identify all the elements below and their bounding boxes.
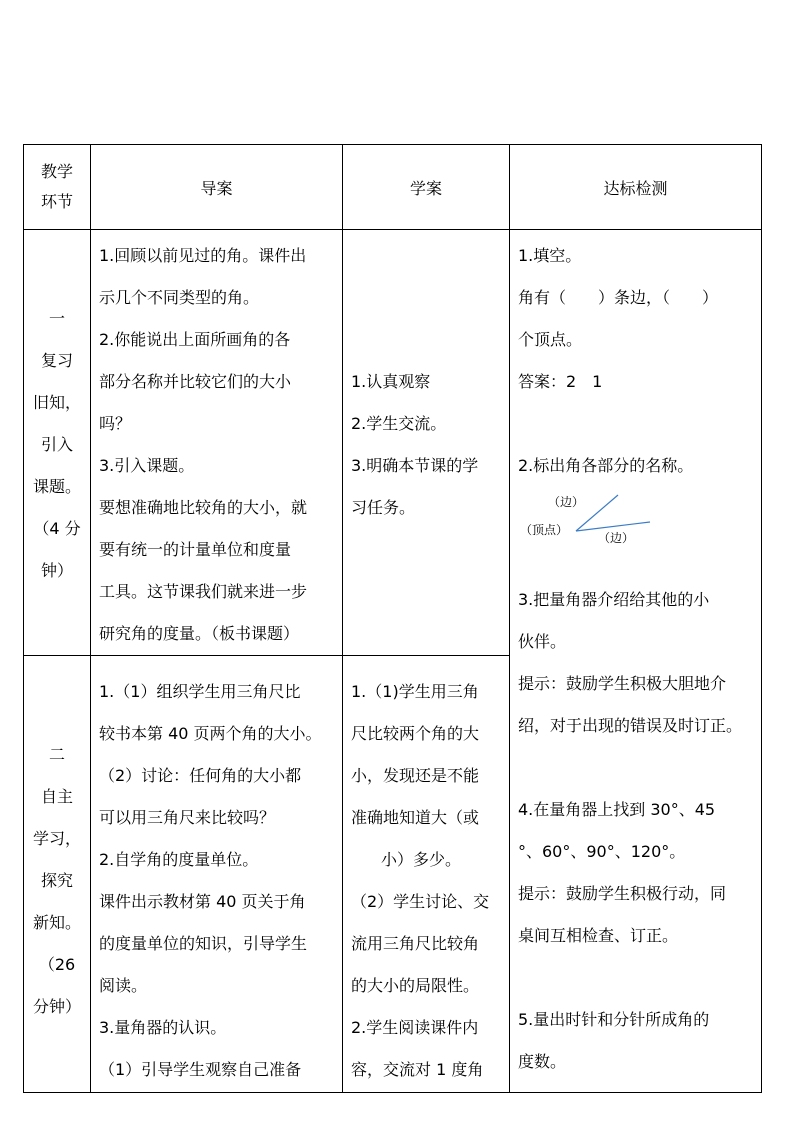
check-line: 2.标出角各部分的名称。 — [518, 456, 694, 475]
study-line: 2.学生阅读课件内 — [351, 1018, 479, 1037]
angle-lines — [518, 487, 658, 549]
check-line: 个顶点。 — [518, 330, 583, 349]
guide-line: （1）引导学生观察自己准备 — [99, 1060, 302, 1079]
stage-line: 引入 — [40, 435, 73, 454]
study-line: 习任务。 — [351, 498, 416, 517]
check-line: °、60°、90°、120°。 — [518, 842, 686, 861]
guide-line: 课件出示教材第 40 页关于角 — [99, 892, 306, 911]
guide-line: 2.你能说出上面所画角的各 — [99, 330, 291, 349]
stage-line: 学习， — [32, 829, 81, 848]
guide-line: 要有统一的计量单位和度量 — [99, 540, 292, 559]
stage-line: （4 分 — [33, 519, 81, 538]
check-line: 3.把量角器介绍给其他的小 — [518, 590, 710, 609]
guide-line: 1.（1）组织学生用三角尺比 — [99, 682, 301, 701]
stage-line: 钟） — [40, 561, 73, 580]
study-line: 准确地知道大（或 — [351, 808, 480, 827]
study-line: （2）学生讨论、交 — [351, 892, 490, 911]
section1-guide — [91, 230, 343, 656]
angle-diagram — [518, 487, 757, 549]
check-line: 5.量出时针和分针所成角的 — [518, 1010, 710, 1029]
guide-line: 阅读。 — [99, 976, 148, 995]
section1-row — [24, 230, 762, 656]
guide-line: 要想准确地比较角的大小，就 — [99, 498, 308, 517]
check-line: 度数。 — [518, 1052, 567, 1071]
guide-line: 吗？ — [99, 414, 132, 433]
header-stage-line: 环节 — [40, 192, 73, 211]
guide-line: 示几个不同类型的角。 — [99, 288, 260, 307]
guide-line: 2.自学角的度量单位。 — [99, 850, 259, 869]
stage-line: （26 — [38, 955, 76, 974]
header-guide: 导案 — [91, 145, 343, 230]
stage-line: 一 — [48, 309, 65, 328]
label-edge-bottom: （边） — [598, 531, 635, 545]
study-line: 的大小的局限性。 — [351, 976, 480, 995]
stage-line: 旧知， — [32, 393, 81, 412]
header-stage — [24, 145, 91, 230]
guide-line: 3.量角器的认识。 — [99, 1018, 227, 1037]
header-stage-line: 教学 — [40, 162, 73, 181]
study-line: 2.学生交流。 — [351, 414, 447, 433]
study-line: 1.认真观察 — [351, 372, 431, 391]
study-line: 小，发现还是不能 — [351, 766, 480, 785]
check-line: 提示：鼓励学生积极行动，同 — [518, 884, 727, 903]
study-line: 容，交流对 1 度角 — [351, 1060, 484, 1079]
guide-line: （2）讨论：任何角的大小都 — [99, 766, 302, 785]
section2-study — [343, 656, 510, 1093]
header-check: 达标检测 — [510, 145, 762, 230]
check-line: 桌间互相检查、订正。 — [518, 926, 679, 945]
stage-line: 新知。 — [32, 913, 81, 932]
check-line: 角有（ ）条边，（ ） — [518, 288, 719, 307]
section1-stage — [24, 230, 91, 656]
section2-guide — [91, 656, 343, 1093]
study-line: 3.明确本节课的学 — [351, 456, 479, 475]
stage-line: 分钟） — [32, 997, 81, 1016]
stage-line: 复习 — [40, 351, 73, 370]
label-edge-top: （边） — [548, 495, 585, 509]
study-line: 1.（1)学生用三角 — [351, 682, 479, 701]
check-column — [510, 230, 762, 1093]
stage-line: 探究 — [40, 871, 73, 890]
guide-line: 的度量单位的知识，引导学生 — [99, 934, 308, 953]
guide-line: 研究角的度量。（板书课题） — [99, 624, 300, 643]
guide-line: 可以用三角尺来比较吗？ — [99, 808, 276, 827]
check-line: 4.在量角器上找到 30°、45 — [518, 800, 716, 819]
header-study: 学案 — [343, 145, 510, 230]
study-line: 小）多少。 — [381, 850, 462, 869]
study-line: 流用三角尺比较角 — [351, 934, 480, 953]
guide-line: 3.引入课题。 — [99, 456, 195, 475]
guide-line: 工具。这节课我们就来进一步 — [99, 582, 308, 601]
label-vertex: （顶点） — [520, 523, 569, 537]
check-line: 伙伴。 — [518, 632, 567, 651]
check-line: 答案：2 1 — [518, 372, 603, 391]
stage-line: 自主 — [40, 787, 73, 806]
lesson-plan-table — [23, 144, 762, 1093]
guide-line: 较书本第 40 页两个角的大小。 — [99, 724, 322, 743]
check-line: 绍，对于出现的错误及时订正。 — [518, 716, 743, 735]
section1-study — [343, 230, 510, 656]
guide-line: 部分名称并比较它们的大小 — [99, 372, 292, 391]
stage-line: 课题。 — [32, 477, 81, 496]
guide-line: 1.回顾以前见过的角。课件出 — [99, 246, 307, 265]
header-row — [24, 145, 762, 230]
check-line: 1.填空。 — [518, 246, 582, 265]
section2-stage — [24, 656, 91, 1093]
stage-line: 二 — [48, 745, 65, 764]
study-line: 尺比较两个角的大 — [351, 724, 480, 743]
check-line: 提示：鼓励学生积极大胆地介 — [518, 674, 727, 693]
